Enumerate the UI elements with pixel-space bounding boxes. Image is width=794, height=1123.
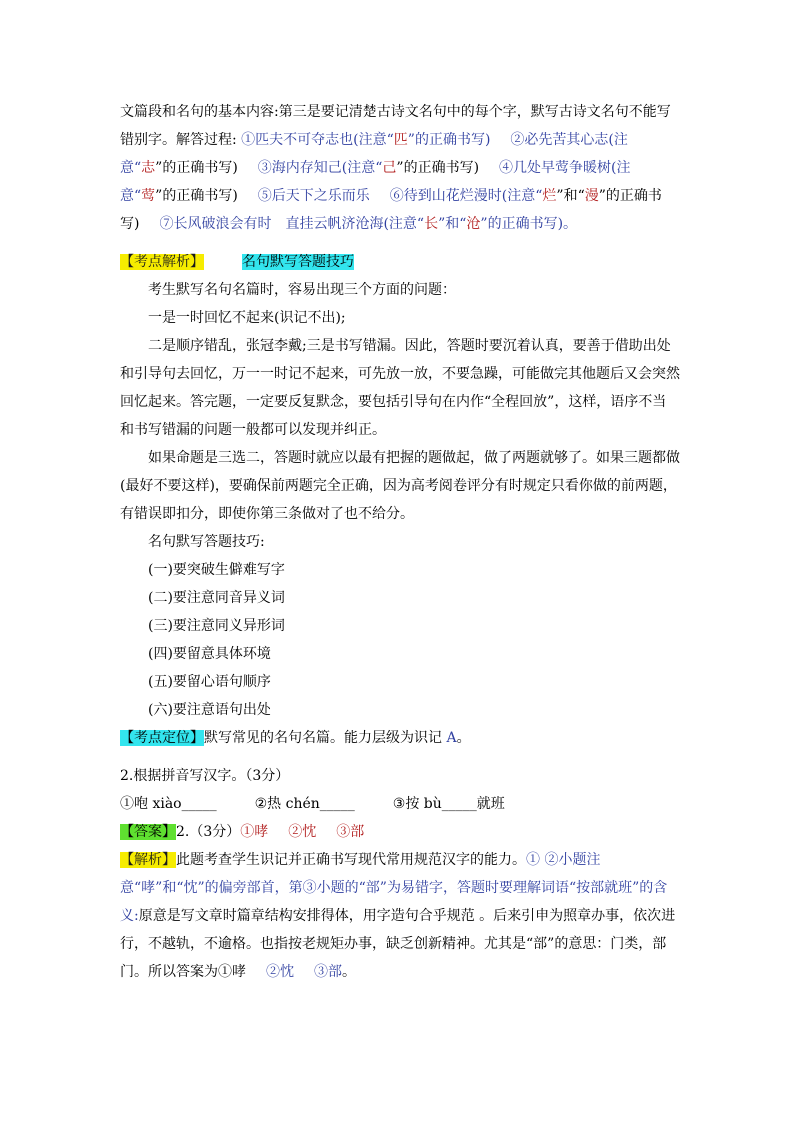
tip-item: (三)要注意同义异形词 — [148, 618, 285, 634]
text-run: 。 — [456, 730, 471, 746]
item-2-end: ”的正确书写) — [155, 160, 238, 176]
tip-item: (五)要留心语句顺序 — [148, 674, 271, 690]
tag-kaodian-jiexi: 【考点解析】 — [120, 254, 204, 270]
paragraph: 考生默写名句名篇时，容易出现三个方面的问题： — [148, 282, 456, 298]
item-7-end: ”的正确书写)。 — [480, 216, 578, 232]
q2-item-1: ①咆 xiào_____ — [120, 796, 217, 812]
answer-3: ③部 — [336, 824, 365, 840]
analysis-answer-2: ②忱 — [266, 964, 294, 980]
item-1: ①匹夫不可夺志也(注意“ — [241, 132, 394, 148]
analysis-answer-3: ③部 — [314, 964, 342, 980]
char-6b: 漫 — [584, 188, 599, 204]
item-6-end: ”的正确书写) — [120, 188, 662, 232]
text-run: 。 — [342, 964, 356, 980]
answer-line — [120, 818, 680, 846]
analysis-paragraph — [120, 846, 680, 986]
answer-1: ①哮 — [240, 824, 269, 840]
text-run: 此题考查学生识记并正确书写现代常用规范汉字的能力。 — [176, 852, 526, 868]
tag-answer: 【答案】 — [120, 824, 176, 840]
item-4: ④几处早莺争暖树(注意“ — [120, 160, 631, 204]
text-run: ① ②小题注意“哮”和“忱”的偏旁部首，第③小题的“部”为易错字，答题时要理解词语“按部就班”的含义: — [120, 852, 668, 924]
question-2-items — [120, 790, 680, 818]
item-2: ②必先苦其心志(注意“ — [120, 132, 628, 176]
q2-item-3: ③按 bù_____就班 — [392, 796, 505, 812]
ability-level: A — [446, 730, 457, 746]
item-6-mid: ”和“ — [556, 188, 585, 204]
char-7b: 沧 — [466, 216, 481, 232]
tip-item: (一)要突破生僻难写字 — [148, 562, 285, 578]
paragraph: 二是顺序错乱，张冠李戴;三是书写错漏。因此，答题时要沉着认真，要善于借助出处和引导句去回忆，万一一时记不起来，可先放一放，不要急躁，可能做完其他题后又会突然回忆起来。答完题，一定要反复默念，要包括引导句在内作“全程回放”，这样，语序不当和书写错漏的问题一般都可以发现并纠正。 — [120, 338, 680, 438]
text-run: 原意是写文章时篇章结构安排得体，用字造句合乎规范 。后来引申为照章办事，依次进行，不越轨，不逾格。也指按老规矩办事，缺乏创新精神。尤其是“部”的意思：门类，部门。所以答案为 — [120, 908, 676, 980]
item-6: ⑥待到山花烂漫时(注意“ — [389, 188, 543, 204]
tag-jiexi: 【解析】 — [120, 852, 176, 868]
section-title: 名句默写答题技巧 — [242, 254, 354, 270]
item-5: ⑤后天下之乐而乐 — [257, 188, 370, 204]
kaodian-dingwei — [120, 724, 680, 752]
item-3: ③海内存知己(注意“ — [257, 160, 383, 176]
paragraph: 名句默写答题技巧: — [148, 534, 265, 550]
char-4: 莺 — [141, 188, 156, 204]
char-6a: 烂 — [542, 188, 557, 204]
tip-item: (六)要注意语句出处 — [148, 702, 271, 718]
item-1-end: ”的正确书写) — [407, 132, 491, 148]
char-2: 志 — [141, 160, 156, 176]
char-3: 己 — [382, 160, 397, 176]
section-heading — [120, 248, 680, 276]
answer-2: ②忱 — [288, 824, 317, 840]
item-7-mid: ”和“ — [438, 216, 467, 232]
text-run: 文篇段和名句的基本内容:第三是要记清楚古诗文名句中的每个字，默写古诗文名句不能写错别字。解答过程: — [120, 104, 671, 148]
paragraph: 一是一时回忆不起来(识记不出); — [148, 310, 346, 326]
item-4-end: ”的正确书写) — [155, 188, 238, 204]
analysis-answer-1: ①哮 — [218, 964, 246, 980]
paragraph-answer-process — [120, 98, 680, 238]
item-7: ⑦长风破浪会有时 直挂云帆济沧海(注意“ — [159, 216, 425, 232]
char-1: 匹 — [393, 132, 408, 148]
text-run: 2.（3分） — [176, 824, 241, 840]
tip-item: (四)要留意具体环境 — [148, 646, 271, 662]
paragraph: 如果命题是三选二，答题时就应以最有把握的题做起，做了两题就够了。如果三题都做(最好不要这样)，要确保前两题完全正确，因为高考阅卷评分有时规定只看你做的前两题，有错误即扣分，即使你第三条做对了也不给分。 — [120, 450, 680, 522]
document-page — [120, 98, 680, 986]
char-7a: 长 — [424, 216, 439, 232]
item-3-end: ”的正确书写) — [396, 160, 480, 176]
tag-kaodian-dingwei: 【考点定位】 — [120, 730, 204, 746]
tip-item: (二)要注意同音异义词 — [148, 590, 285, 606]
q2-item-2: ②热 chén_____ — [254, 796, 355, 812]
question-2-title: 2.根据拼音写汉字。（3分） — [120, 768, 290, 784]
text-run: 默写常见的名句名篇。能力层级为识记 — [204, 730, 447, 746]
